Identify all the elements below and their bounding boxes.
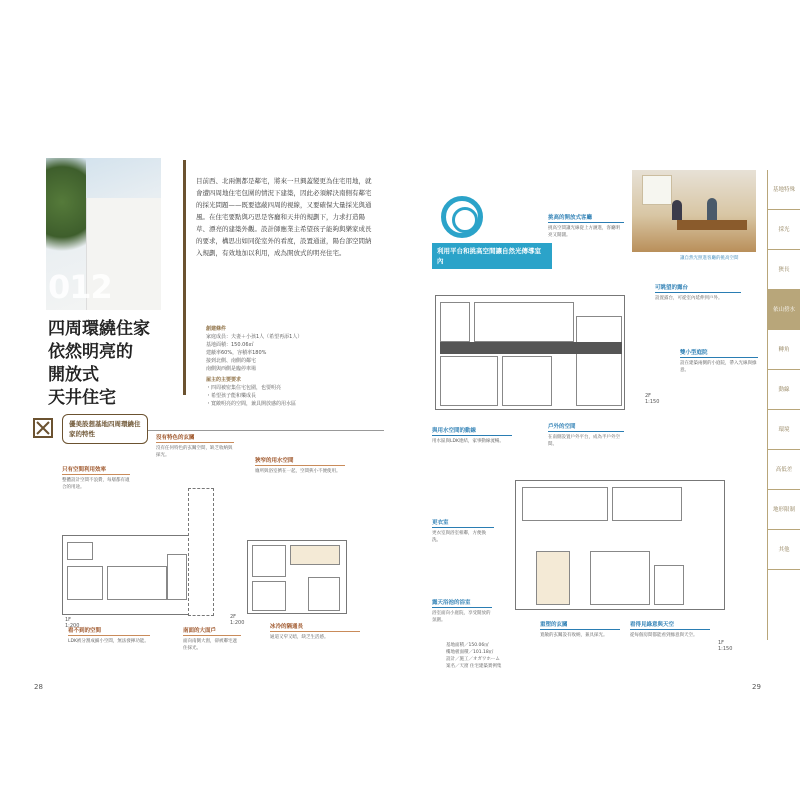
index-tab[interactable]: 採光 — [768, 210, 800, 250]
floor-label: 1F 1:200 — [65, 617, 80, 629]
plan-note: 看不到的空間 LDK被分割成細小空間，無法發揮功能。 — [68, 628, 149, 644]
plan-note: 狹窄的用水空間 廁所與浴室擠在一起，空間狹小不便使用。 — [255, 458, 345, 475]
plan-note: 只有空間利用效率 整體設計空間不浪費，每層都有適合的用途。 — [62, 467, 130, 490]
exterior-photo — [46, 158, 161, 310]
info-line: 接到北側、南側的鄰宅 — [206, 358, 257, 364]
plan-note: 看得見綠意與天空 從每個房間都能看到綠意與天空。 — [630, 622, 710, 639]
index-tab[interactable]: 基地特殊 — [768, 170, 800, 210]
plan-note: 與用水空間的動線 用水區與LDK連結，家事動線流暢。 — [432, 428, 512, 445]
plan-note: 雙小型庭院 設在建築兩側的小庭院，帶入光線與綠意。 — [680, 350, 757, 373]
page-number: 28 — [34, 683, 43, 691]
index-tab-active[interactable]: 依山傍水 — [768, 290, 800, 330]
side-index-tabs — [768, 170, 800, 570]
info-line: 家庭成員：夫妻＋小孩1人（希望再添1人） — [206, 334, 303, 340]
title-line: 天井住宅 — [48, 388, 116, 408]
plan-note: 重塑的玄關 寬敞的玄關設有收納，兼具採光。 — [540, 622, 620, 639]
case-number: 012 — [48, 268, 112, 306]
project-info: 基地面積／150.06㎡ 樓地板面積／101.18㎡ 設計／施工／オガワホーム 案名／天窗 住宅建築實例集 — [446, 643, 502, 669]
index-tab[interactable]: 狹長 — [768, 250, 800, 290]
floor-plan-2f — [247, 540, 347, 614]
index-tab[interactable]: 轉角 — [768, 330, 800, 370]
index-tab[interactable]: 動線 — [768, 370, 800, 410]
title-line: 開放式 — [48, 365, 99, 385]
plan-note: 戶外的空間 在南側設置戶外平台，成為半戶外空間。 — [548, 424, 624, 448]
index-tab[interactable]: 地形限制 — [768, 490, 800, 530]
plan-note: 更衣室 更衣室與浴室相鄰，方便換洗。 — [432, 520, 494, 544]
info-heading: 屋主的主要要求 — [206, 377, 242, 383]
index-tab[interactable]: 其他 — [768, 530, 800, 570]
theme-banner: 利用平台和挑高空間讓自然光傳導室內 — [432, 243, 552, 269]
floor-label: 2F 1:200 — [230, 614, 245, 626]
photo-caption: 讓自然光照進客廳的挑高空間 — [680, 256, 739, 261]
info-line: 南側與西側是臨停車場 — [206, 366, 257, 372]
info-line: ・寬敞明亮的空間，兼具開放感的用水區 — [206, 401, 297, 407]
plan-note: 可眺望的露台 設置露台，可從室內延伸到戶外。 — [655, 285, 741, 302]
floor-plan-1f-right — [515, 480, 725, 610]
floor-label: 1F 1:150 — [718, 640, 733, 652]
interior-photo — [632, 170, 756, 252]
floor-plan-2f-right — [435, 295, 625, 410]
info-line: ・希望孩子能和樂成長 — [206, 393, 257, 399]
page-number: 29 — [752, 683, 761, 691]
case-title — [48, 318, 168, 410]
plan-note: 沒有特色的玄關 沒有任何特色的玄關空間，缺乏收納與採光。 — [156, 435, 233, 458]
intro-text: 目前西、北兩側都是鄰宅，將來一旦興蓋變更為住宅用地，就會遭四周地住宅包圍的情況下建築，因此必須解決南側有鄰宅的採光問題——既要遮蔽四周的視線，又要確保大量採光與通風。在住宅要點與巧思是客廳和天井的規劃下，力求打造陽草、漂亮的建築外觀。設計師應業主希望孩子能夠與樂家成長的要求，構思出如同從室外的看度，設置通道，陽台部空間納入規劃，有效地加以利用，成為開放式的明亮住宅。 — [196, 177, 372, 257]
cross-icon — [33, 418, 53, 438]
plan-note: 挑高的開放式客廳 挑高空間讓光線從上方灑進，客廳明亮又開闊。 — [548, 215, 624, 239]
info-line: ・四周被密集住宅包圍，也要明亮 — [206, 385, 282, 391]
plan-note: 冰冷的隔通長 通道又窄又暗，缺乏生活感。 — [270, 624, 360, 641]
conditions-box — [206, 322, 376, 408]
bad-example-callout: 優美設想基地四周環繞住家的特性 — [62, 414, 148, 444]
info-heading: 創建條件 — [206, 326, 227, 332]
plan-note: 露天浴池的浴室 浴室面向小庭院，享受開放的氛圍。 — [432, 600, 491, 623]
rule-line — [148, 430, 384, 431]
plan-note: 南面的大面戶 面向南側大窗，卻被鄰宅遮住採光。 — [183, 628, 241, 652]
title-line: 依然明亮的 — [48, 342, 133, 362]
circle-icon — [441, 196, 483, 238]
index-tab[interactable]: 高低差 — [768, 450, 800, 490]
index-tab[interactable]: 環境 — [768, 410, 800, 450]
divider-bar — [183, 160, 186, 395]
parking-outline — [188, 488, 214, 616]
info-line: 建蔽率60%，容積率180% — [206, 350, 267, 356]
info-line: 基地面積：150.06㎡ — [206, 342, 254, 348]
title-line: 四周環繞住家 — [48, 319, 150, 339]
floor-label: 2F 1:150 — [645, 393, 660, 405]
floor-plan-1f — [62, 535, 190, 615]
